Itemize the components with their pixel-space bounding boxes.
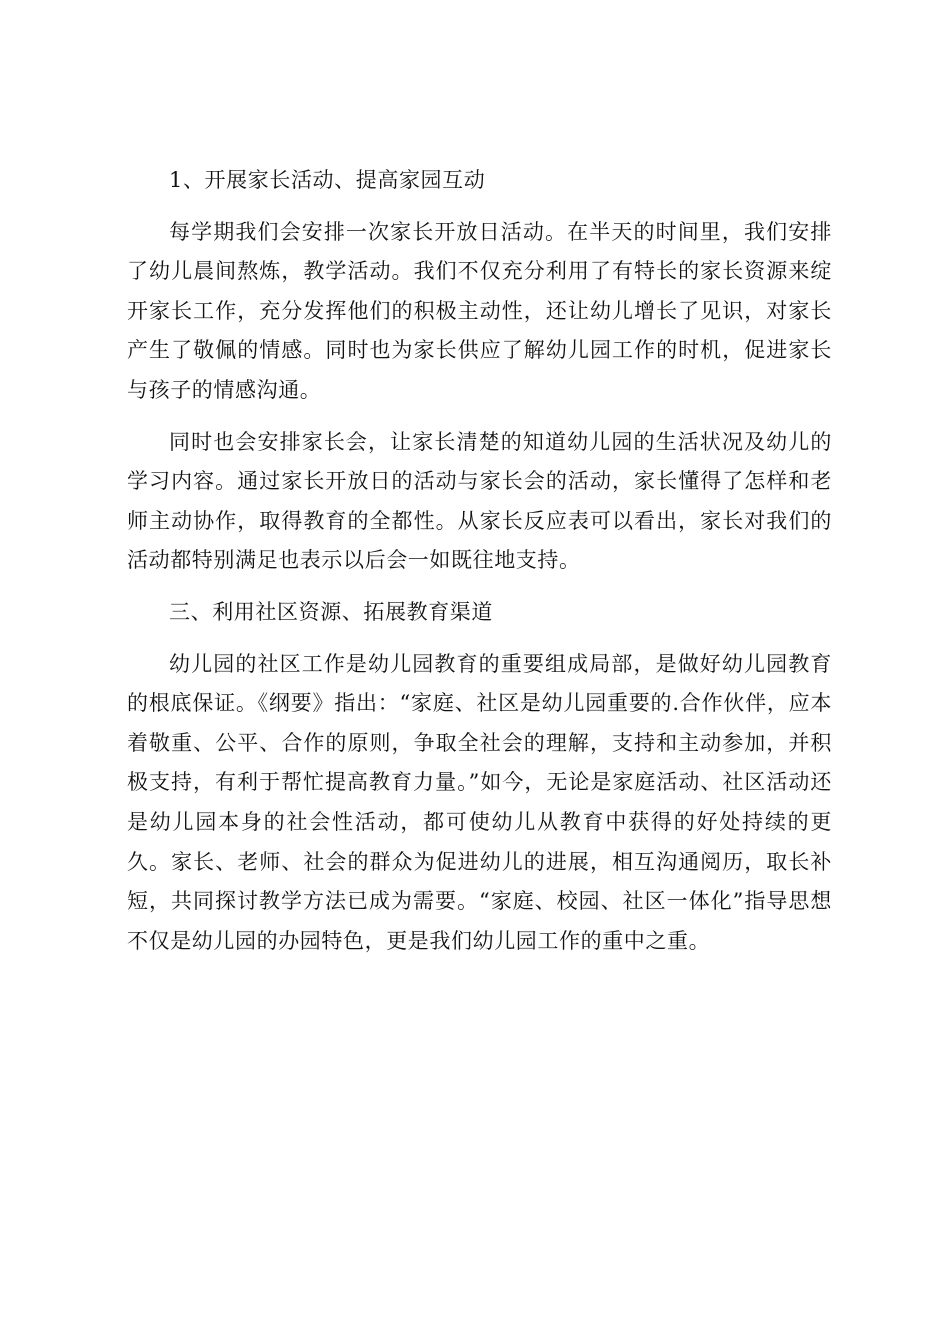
spacer: [127, 581, 832, 593]
spacer: [127, 633, 832, 645]
paragraph-community-work: 幼儿园的社区工作是幼儿园教育的重要组成局部，是做好幼儿园教育的根底保证。《纲要》指出：“家庭、社区是幼儿园重要的.合作伙伴，应本着敬重、公平、合作的原则，争取全社会的理解，支持和主动参加，并积极支持，有利于帮忙提高教育力量。”如今，无论是家庭活动、社区活动还是幼儿园本身的社会性活动，都可使幼儿从教育中获得的好处持续的更久。家长、老师、社会的群众为促进幼儿的进展，相互沟通阅历，取长补短，共同探讨教学方法已成为需要。“家庭、校园、社区一体化”指导思想不仅是幼儿园的办园特色，更是我们幼儿园工作的重中之重。: [127, 651, 832, 953]
paragraph-parent-meeting: 同时也会安排家长会，让家长清楚的知道幼儿园的生活状况及幼儿的学习内容。通过家长开放日的活动与家长会的活动，家长懂得了怎样和老师主动协作，取得教育的全都性。从家长反应表可以看出，家长对我们的活动都特别满足也表示以后会一如既往地支持。: [127, 429, 832, 573]
paragraph-open-day: 每学期我们会安排一次家长开放日活动。在半天的时间里，我们安排了幼儿晨间熬炼，教学活动。我们不仅充分利用了有特长的家长资源来绽开家长工作，充分发挥他们的积极主动性，还让幼儿增长了见识，对家长产生了敬佩的情感。同时也为家长供应了解幼儿园工作的时机，促进家长与孩子的情感沟通。: [127, 219, 832, 402]
spacer: [127, 201, 832, 213]
section-heading-parent-activities: 1、开展家长活动、提高家园互动: [169, 168, 486, 192]
document-body: [127, 161, 832, 961]
spacer: [127, 411, 832, 423]
section-heading-community-resources: 三、利用社区资源、拓展教育渠道: [169, 599, 493, 624]
